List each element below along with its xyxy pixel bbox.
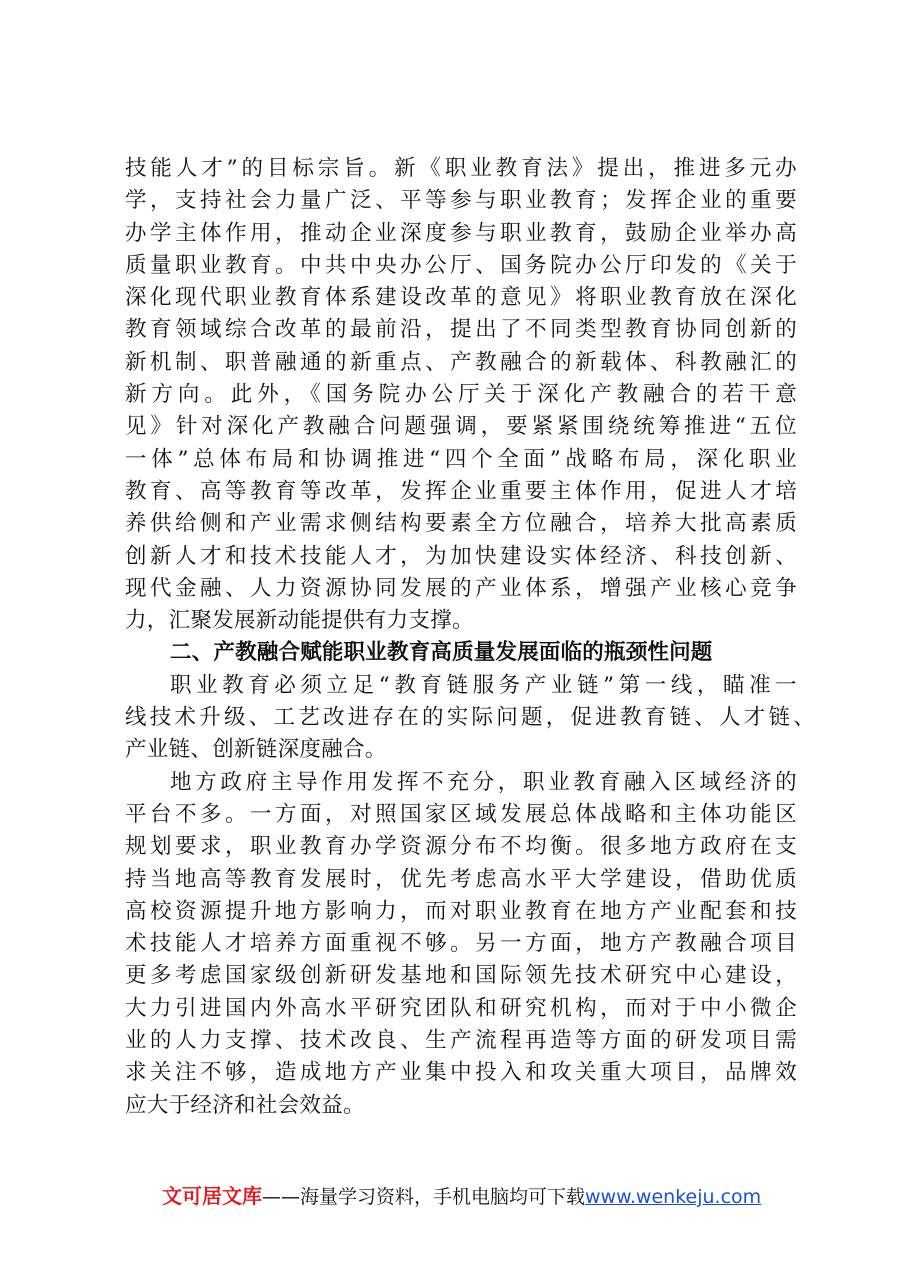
text-line: 教育、高等教育等改革，发挥企业重要主体作用，促进人才培 <box>125 478 797 504</box>
paragraph-local-government <box>125 767 797 1122</box>
text-line: 地方政府主导作用发挥不充分，职业教育融入区域经济的 <box>170 769 797 795</box>
text-line: 见》针对深化产教融合问题强调，要紧紧围绕统筹推进“五位 <box>125 414 797 440</box>
footer-tagline: ——海量学习资料，手机电脑均可下载 <box>262 1186 586 1208</box>
text-line: 高校资源提升地方影响力，而对职业教育在地方产业配套和技 <box>125 898 797 924</box>
text-line: 创新人才和技术技能人才，为加快建设实体经济、科技创新、 <box>125 543 797 569</box>
text-line: 一体”总体布局和协调推进“四个全面”战略布局，深化职业 <box>125 446 797 472</box>
paragraph-frontline <box>125 670 815 767</box>
text-line: 业的人力支撑、技术改良、生产流程再造等方面的研发项目需 <box>125 1028 797 1054</box>
text-line: 现代金融、人力资源协同发展的产业体系，增强产业核心竞争 <box>125 575 797 601</box>
text-line: 力，汇聚发展新动能提供有力支撑。 <box>125 608 474 634</box>
text-line: 持当地高等教育发展时，优先考虑高水平大学建设，借助优质 <box>125 866 797 892</box>
text-line: 平台不多。一方面，对照国家区域发展总体战略和主体功能区 <box>125 801 797 827</box>
text-line: 质量职业教育。中共中央办公厅、国务院办公厅印发的《关于 <box>125 252 797 278</box>
text-line: 大力引进国内外高水平研究团队和研究机构，而对于中小微企 <box>125 995 797 1021</box>
document-body <box>125 153 815 1122</box>
footer-banner <box>162 1181 782 1212</box>
text-line: 深化现代职业教育体系建设改革的意见》将职业教育放在深化 <box>125 285 797 311</box>
text-line: 职业教育必须立足“教育链服务产业链”第一线，瞄准一 <box>170 672 797 698</box>
text-line: 术技能人才培养方面重视不够。另一方面，地方产教融合项目 <box>125 931 797 957</box>
text-line: 规划要求，职业教育办学资源分布不均衡。很多地方政府在支 <box>125 834 797 860</box>
text-line: 新机制、职普融通的新重点、产教融合的新载体、科教融汇的 <box>125 349 797 375</box>
text-line: 教育领域综合改革的最前沿，提出了不同类型教育协同创新的 <box>125 317 797 343</box>
text-line: 办学主体作用，推动企业深度参与职业教育，鼓励企业举办高 <box>125 220 797 246</box>
text-line: 线技术升级、工艺改进存在的实际问题，促进教育链、人才链、 <box>125 705 815 731</box>
text-line: 学，支持社会力量广泛、平等参与职业教育；发挥企业的重要 <box>125 188 797 214</box>
text-line: 产业链、创新链深度融合。 <box>125 737 387 763</box>
text-line: 技能人才”的目标宗旨。新《职业教育法》提出，推进多元办 <box>125 156 797 181</box>
paragraph-policy-background <box>125 153 797 637</box>
text-line: 养供给侧和产业需求侧结构要素全方位融合，培养大批高素质 <box>125 511 797 537</box>
footer-brand: 文可居文库 <box>162 1184 262 1208</box>
text-line: 新方向。此外，《国务院办公厅关于深化产教融合的若干意 <box>125 382 797 408</box>
text-line: 更多考虑国家级创新研发基地和国际领先技术研究中心建设， <box>125 963 797 989</box>
footer-website-link[interactable]: www.wenkeju.com <box>585 1186 762 1208</box>
section-heading: 二、产教融合赋能职业教育高质量发展面临的瓶颈性问题 <box>170 640 713 666</box>
text-line: 应大于经济和社会效益。 <box>125 1092 365 1118</box>
text-line: 求关注不够，造成地方产业集中投入和攻关重大项目，品牌效 <box>125 1060 797 1086</box>
